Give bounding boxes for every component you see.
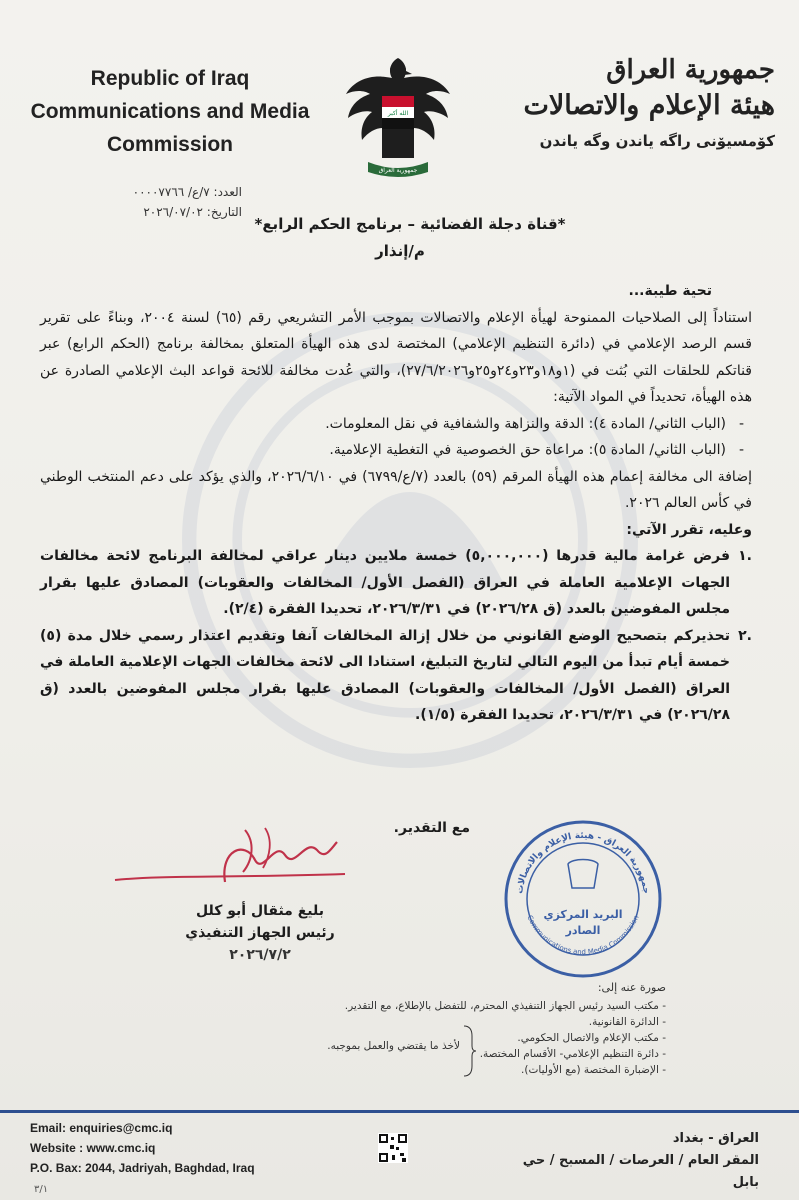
header-ku-line: كۆمسيۆنى راگە ياندن وگە ياندن xyxy=(539,132,775,150)
copies-item: - مكتب الإعلام والاتصال الحكومي. xyxy=(517,1032,666,1044)
signer-title: رئيس الجهاز التنفيذي xyxy=(185,925,335,941)
signer-name: بليغ مثقال أبو كلل xyxy=(196,903,324,919)
footer-pobox: P.O. Bax: 2044, Jadriyah, Baghdad, Iraq xyxy=(30,1161,255,1175)
footer-divider xyxy=(0,1110,799,1113)
iraq-eagle-emblem-icon xyxy=(338,48,458,183)
letter-body xyxy=(40,278,752,729)
greeting: تحية طيبة... xyxy=(628,283,712,299)
stamp-center-line-1: البريد المركزي xyxy=(543,908,623,921)
arabic-header xyxy=(475,52,775,154)
english-header xyxy=(0,62,340,161)
copies-item: - الإضبارة المختصة (مع الأوليات). xyxy=(521,1064,666,1076)
header-en-line-2: Communications and Media xyxy=(30,100,310,123)
copies-item: - مكتب السيد رئيس الجهاز التنفيذي المحترم، للتفضل بالإطلاع، مع التقدير. xyxy=(344,1000,666,1012)
copies-title: صورة عنه إلى: xyxy=(597,981,666,994)
qr-code-icon xyxy=(378,1133,408,1163)
emblem-scroll-text: جمهورية العراق xyxy=(378,167,418,174)
emblem-banner-text: الله أكبر xyxy=(387,110,409,117)
decision-item-2-number: .٢ xyxy=(738,627,752,644)
header-en-line-1: Republic of Iraq xyxy=(90,67,250,90)
decision-item-2 xyxy=(40,623,752,729)
reference-block xyxy=(62,182,242,222)
footer-street: المقر العام / العرصات / المسبح / حي بابل xyxy=(522,1153,759,1190)
svg-text:جمهورية العراق - هيئة الإعلام xyxy=(515,831,651,895)
copies-item: - دائرة التنظيم الإعلامي- الأقسام المختصة. xyxy=(479,1048,666,1060)
subject-line: *قناة دجلة الفضائية – برنامج الحكم الرابع* xyxy=(254,215,566,233)
copies-list xyxy=(300,980,666,1078)
signer-block xyxy=(170,900,350,966)
handwritten-signature xyxy=(105,820,355,905)
reference-date: التاريخ: ٢٠٢٦/٠٧/٠٢ xyxy=(143,205,242,219)
decision-item-1 xyxy=(40,543,752,623)
header-en-line-3: Commission xyxy=(106,133,234,156)
copies-note: لأخذ ما يقتضي والعمل بموجبه. xyxy=(327,1040,460,1052)
bracket-icon xyxy=(462,1024,476,1078)
header-ar-line-2: هيئة الإعلام والاتصالات xyxy=(523,90,775,121)
bullet-item-1: - (الباب الثاني/ المادة ٤): الدقة والنزاهة والشفافية في نقل المعلومات. xyxy=(40,411,752,438)
stamp-bottom-text: Communications and Media Commission xyxy=(525,914,641,957)
footer-address xyxy=(499,1128,759,1194)
copies-item: - الدائرة القانونية. xyxy=(588,1016,666,1028)
decision-item-1-text: فرض غرامة مالية قدرها (٥,٠٠٠,٠٠٠) خمسة ملايين دينار عراقي لمخالفة البرنامج لائحة مخالفات الجهات الإعلامية العاملة في العراق (الفصل الأول/ المخالفات والعقوبات) المصادق عليها بقرار مجلس المفوضين بالعدد (ق ٢٠٢٦/٢٨) في ٢٠٢٦/٣/٣١، تحديدا الفقرة (٢/٤). xyxy=(40,548,731,617)
header-ar-line-1: جمهورية العراق xyxy=(606,55,775,85)
stamp-center-line-2: الصادر xyxy=(565,924,601,937)
subject-warning: م/إنذار xyxy=(375,242,425,260)
paragraph-1: استناداً إلى الصلاحيات الممنوحة لهيأة الإعلام والاتصالات بموجب الأمر التشريعي رقم (٦٥) لسنة ٢٠٠٤، وبناءً على تقرير قسم الرصد الإعلامي في (دائرة التنظيم الإعلامي) المختصة لدى هذه الهيأة المتعلق بمخالفة برنامج (الحكم الرابع) عبر قناتكم للحلقات التي بُثت في (١و١٨و٢٣و٢٤و٢٥و٢٧/٦/٢٠٢٦)، والتي عُدت مخالفة للائحة قواعد البث الإعلامي الصادرة عن هذه الهيأة، تحديداً في المواد الآتية: xyxy=(40,309,752,405)
decision-item-2-text: تحذيركم بتصحيح الوضع القانوني من خلال إزالة المخالفات آنفا وتقديم اعتذار رسمي خلال مدة (٥) خمسة أيام تبدأ من اليوم التالي لتاريخ التبليغ، استنادا الى لائحة مخالفات الجهات الإعلامية العاملة في العراق (الفصل الأول/ المخالفات والعقوبات) المصادق عليها بقرار مجلس المفوضين بالعدد (ق ٢٠٢٦/٢٨) في ٢٠٢٦/٣/٣١، تحديدا الفقرة (١/٥). xyxy=(40,627,730,723)
official-stamp xyxy=(502,818,664,980)
stamp-top-text: جمهورية العراق - هيئة الإعلام والاتصالات xyxy=(515,831,651,895)
footer-city: العراق - بغداد xyxy=(672,1131,759,1146)
reference-number: العدد: ٧/ع/ ٠٠٠٠٧٧٦٦ xyxy=(132,185,242,199)
footer-email: Email: enquiries@cmc.iq xyxy=(30,1121,173,1135)
footer-contact xyxy=(30,1118,350,1178)
paragraph-2: إضافة الى مخالفة إعمام هذه الهيأة المرقم (٥٩) بالعدد (٧/ع/٦٧٩٩) في ٢٠٢٦/٦/١٠، والذي يؤكد على دعم المنتخب الوطني في كأس العالم ٢٠٢٦. xyxy=(40,468,752,511)
decision-item-1-number: .١ xyxy=(738,548,752,564)
footer-website: Website : www.cmc.iq xyxy=(30,1141,156,1155)
signer-date: ٢٠٢٦/٧/٢ xyxy=(229,947,291,963)
closing-text: مع التقدير. xyxy=(393,820,470,836)
page-number: ٣/١ xyxy=(34,1184,49,1195)
decision-intro: وعليه، تقرر الآتي: xyxy=(626,521,752,538)
bullet-item-2: - (الباب الثاني/ المادة ٥): مراعاة حق الخصوصية في التغطية الإعلامية. xyxy=(40,437,752,464)
